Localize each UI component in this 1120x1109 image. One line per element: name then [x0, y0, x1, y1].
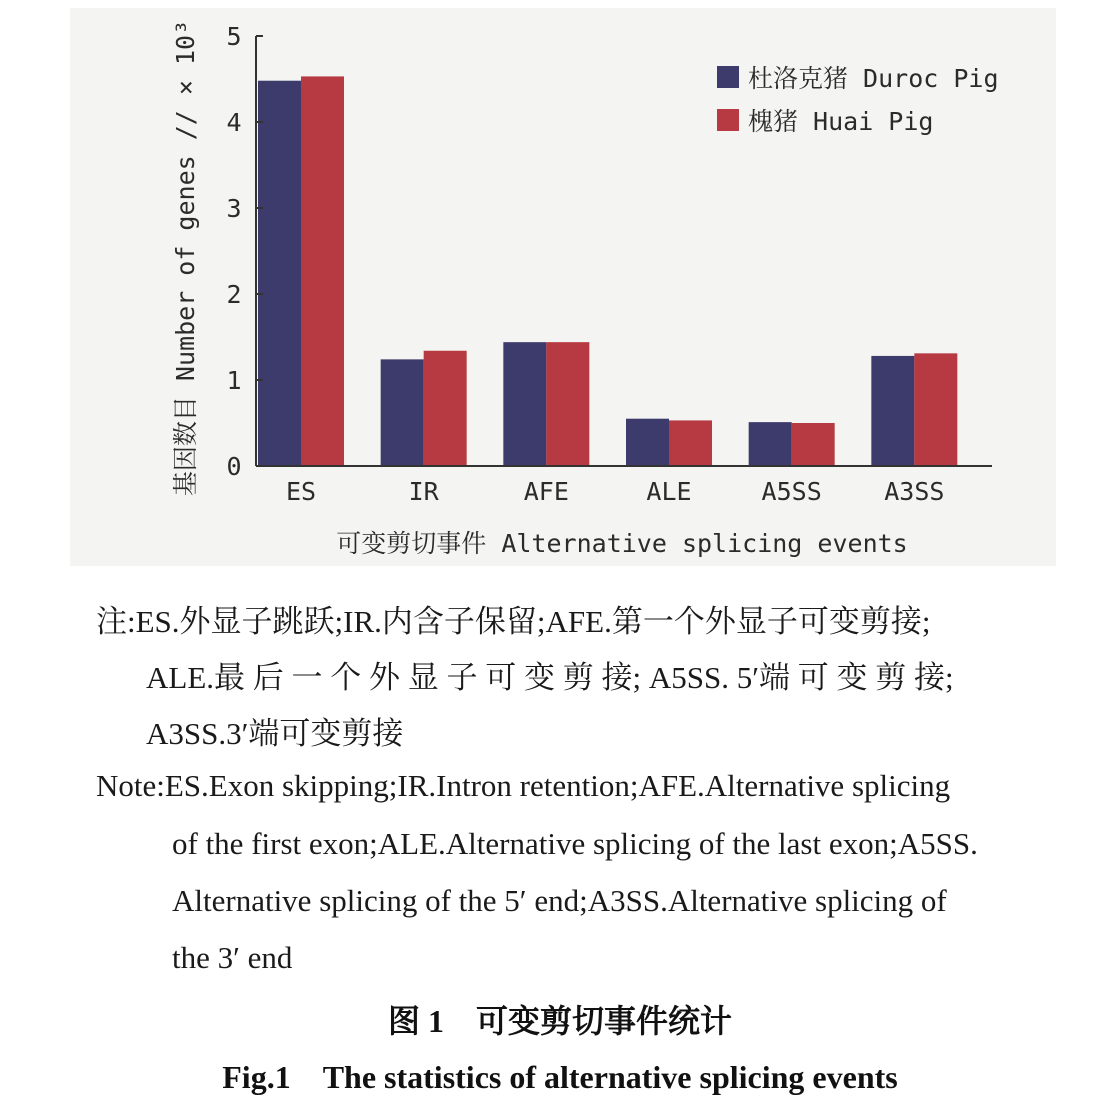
x-tick-label-a5ss: A5SS	[761, 477, 822, 506]
chart-area	[70, 8, 1056, 566]
y-tick-label-1: 1	[226, 366, 242, 395]
bar-ir-duroc	[381, 359, 424, 466]
bar-a3ss-duroc	[871, 356, 914, 466]
x-tick-label-es: ES	[285, 477, 317, 506]
bar-ale-huai	[669, 420, 712, 466]
x-tick-label-ir: IR	[408, 477, 439, 506]
bar-a5ss-huai	[792, 423, 835, 466]
bar-ir-huai	[424, 351, 467, 466]
bar-afe-huai	[546, 342, 589, 466]
note-en-line-2: of the first exon;ALE.Alternative splicing of the last exon;A5SS.	[172, 826, 978, 861]
legend-swatch-0	[717, 66, 739, 88]
note-en-line-3: Alternative splicing of the 5′ end;A3SS.Alternative splicing of	[172, 883, 947, 918]
note-cn-line-3: A3SS.3′端可变剪接	[146, 716, 404, 751]
bar-afe-duroc	[503, 342, 546, 466]
bar-a5ss-duroc	[749, 422, 792, 466]
bar-es-duroc	[258, 81, 301, 466]
note-cn-line-1: 注:ES.外显子跳跃;IR.内含子保留;AFE.第一个外显子可变剪接;	[96, 604, 931, 639]
legend-swatch-1	[717, 109, 739, 131]
figure-caption-cn: 图 1 可变剪切事件统计	[387, 1003, 732, 1039]
bar-chart	[70, 8, 1056, 566]
y-tick-label-4: 4	[226, 108, 242, 137]
x-tick-label-ale: ALE	[646, 477, 692, 506]
bar-es-huai	[301, 76, 344, 466]
legend-label-1: 槐猪 Huai Pig	[748, 107, 934, 136]
legend-label-0: 杜洛克猪 Duroc Pig	[748, 64, 999, 93]
x-tick-label-afe: AFE	[523, 477, 569, 506]
note-cn-line-2: ALE.最 后 一 个 外 显 子 可 变 剪 接; A5SS. 5′端 可 变 剪 接;	[146, 660, 954, 695]
bar-ale-duroc	[626, 419, 669, 466]
y-tick-label-5: 5	[226, 22, 242, 51]
x-tick-label-a3ss: A3SS	[884, 477, 945, 506]
note-en-line-4: the 3′ end	[172, 940, 293, 975]
y-axis-label: 基因数目 Number of genes // × 10³	[171, 19, 200, 497]
bar-a3ss-huai	[914, 353, 957, 466]
note-en-line-1: Note:ES.Exon skipping;IR.Intron retention;AFE.Alternative splicing	[96, 768, 951, 803]
y-tick-label-3: 3	[226, 194, 242, 223]
x-axis-label: 可变剪切事件 Alternative splicing events	[336, 529, 908, 558]
figure-caption-en: Fig.1 The statistics of alternative splicing events	[222, 1059, 898, 1095]
y-tick-label-2: 2	[226, 280, 242, 309]
y-tick-label-0: 0	[226, 452, 242, 481]
